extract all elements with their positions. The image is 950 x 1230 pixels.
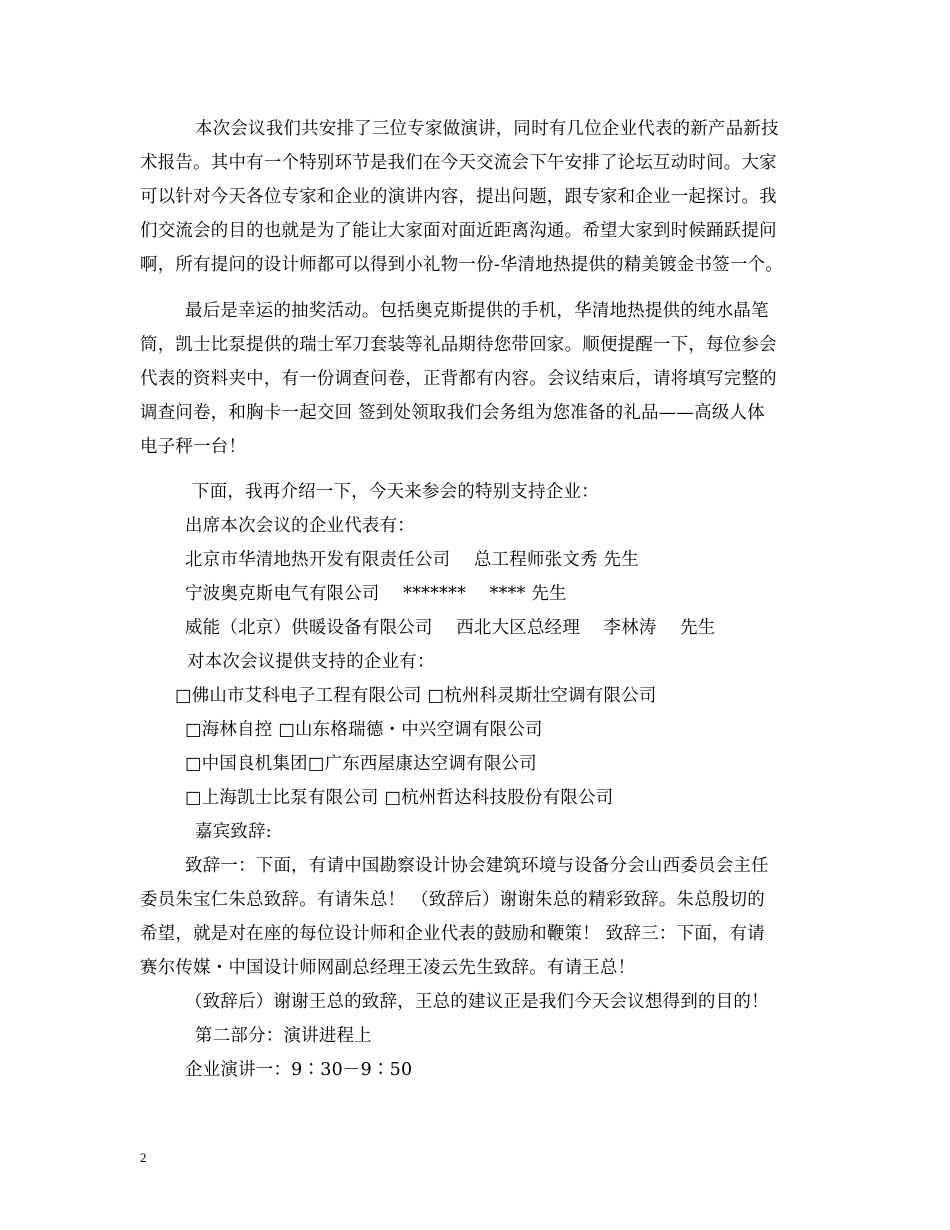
section-heading: 出席本次会议的企业代表有： xyxy=(185,516,415,536)
sponsor-line: □佛山市艾科电子工程有限公司 □杭州科灵斯壮空调有限公司 xyxy=(175,686,657,706)
paragraph-line: 本次会议我们共安排了三位专家做演讲，同时有几位企业代表的新产品新技 xyxy=(195,119,779,139)
paragraph-line: 致辞一：下面，有请中国勘察设计协会建筑环境与设备分会山西委员会主任 xyxy=(185,856,769,876)
attendee-line: 宁波奥克斯电气有限公司 ******* **** 先生 xyxy=(185,584,567,604)
section-heading: 第二部分：演讲进程上 xyxy=(195,1026,372,1046)
paragraph-line: 代表的资料夹中，有一份调查问卷，正背都有内容。会议结束后，请将填写完整的 xyxy=(140,369,777,389)
paragraph-line: 最后是幸运的抽奖活动。包括奥克斯提供的手机，华清地热提供的纯水晶笔 xyxy=(185,301,769,321)
sponsor-line: □中国良机集团□广东西屋康达空调有限公司 xyxy=(185,754,537,774)
section-heading: 嘉宾致辞: xyxy=(195,822,272,842)
paragraph-line: 委员朱宝仁朱总致辞。有请朱总！ （致辞后）谢谢朱总的精彩致辞。朱总殷切的 xyxy=(140,890,766,910)
sponsor-line: □海林自控 □山东格瑞德・中兴空调有限公司 xyxy=(185,720,543,740)
paragraph-line: 下面，我再介绍一下，今天来参会的特别支持企业： xyxy=(192,482,599,502)
paragraph-line: 电子秤一台！ xyxy=(140,437,247,457)
schedule-line: 企业演讲一：9∶30－9∶50 xyxy=(185,1060,413,1080)
paragraph-line: 术报告。其中有一个特别环节是我们在今天交流会下午安排了论坛互动时间。大家 xyxy=(140,153,777,173)
paragraph-line: 赛尔传媒・中国设计师网副总经理王凌云先生致辞。有请王总！ xyxy=(140,958,636,978)
paragraph-line: 筒，凯士比泵提供的瑞士军刀套装等礼品期待您带回家。顺便提醒一下，每位参会 xyxy=(140,335,777,355)
paragraph-line: （致辞后）谢谢王总的致辞，王总的建议正是我们今天会议想得到的目的！ xyxy=(185,992,769,1012)
sponsor-line: □上海凯士比泵有限公司 □杭州哲达科技股份有限公司 xyxy=(185,788,614,808)
attendee-line: 北京市华清地热开发有限责任公司 总工程师张文秀 先生 xyxy=(185,550,639,570)
section-heading: 对本次会议提供支持的企业有： xyxy=(187,652,435,672)
paragraph-line: 调查问卷，和胸卡一起交回 签到处领取我们会务组为您准备的礼品——高级人体 xyxy=(140,403,766,423)
paragraph-line: 可以针对今天各位专家和企业的演讲内容，提出问题，跟专家和企业一起探讨。我 xyxy=(140,187,777,207)
paragraph-line: 们交流会的目的也就是为了能让大家面对面近距离沟通。希望大家到时候踊跃提问 xyxy=(140,221,777,241)
paragraph-line: 啊，所有提问的设计师都可以得到小礼物一份-华清地热提供的精美镀金书签一个。 xyxy=(140,255,784,275)
attendee-line: 威能（北京）供暖设备有限公司 西北大区总经理 李林涛 先生 xyxy=(185,618,716,638)
paragraph-line: 希望，就是对在座的每位设计师和企业代表的鼓励和鞭策！ 致辞三：下面，有请 xyxy=(140,924,766,944)
page-number: 2 xyxy=(140,1150,147,1165)
